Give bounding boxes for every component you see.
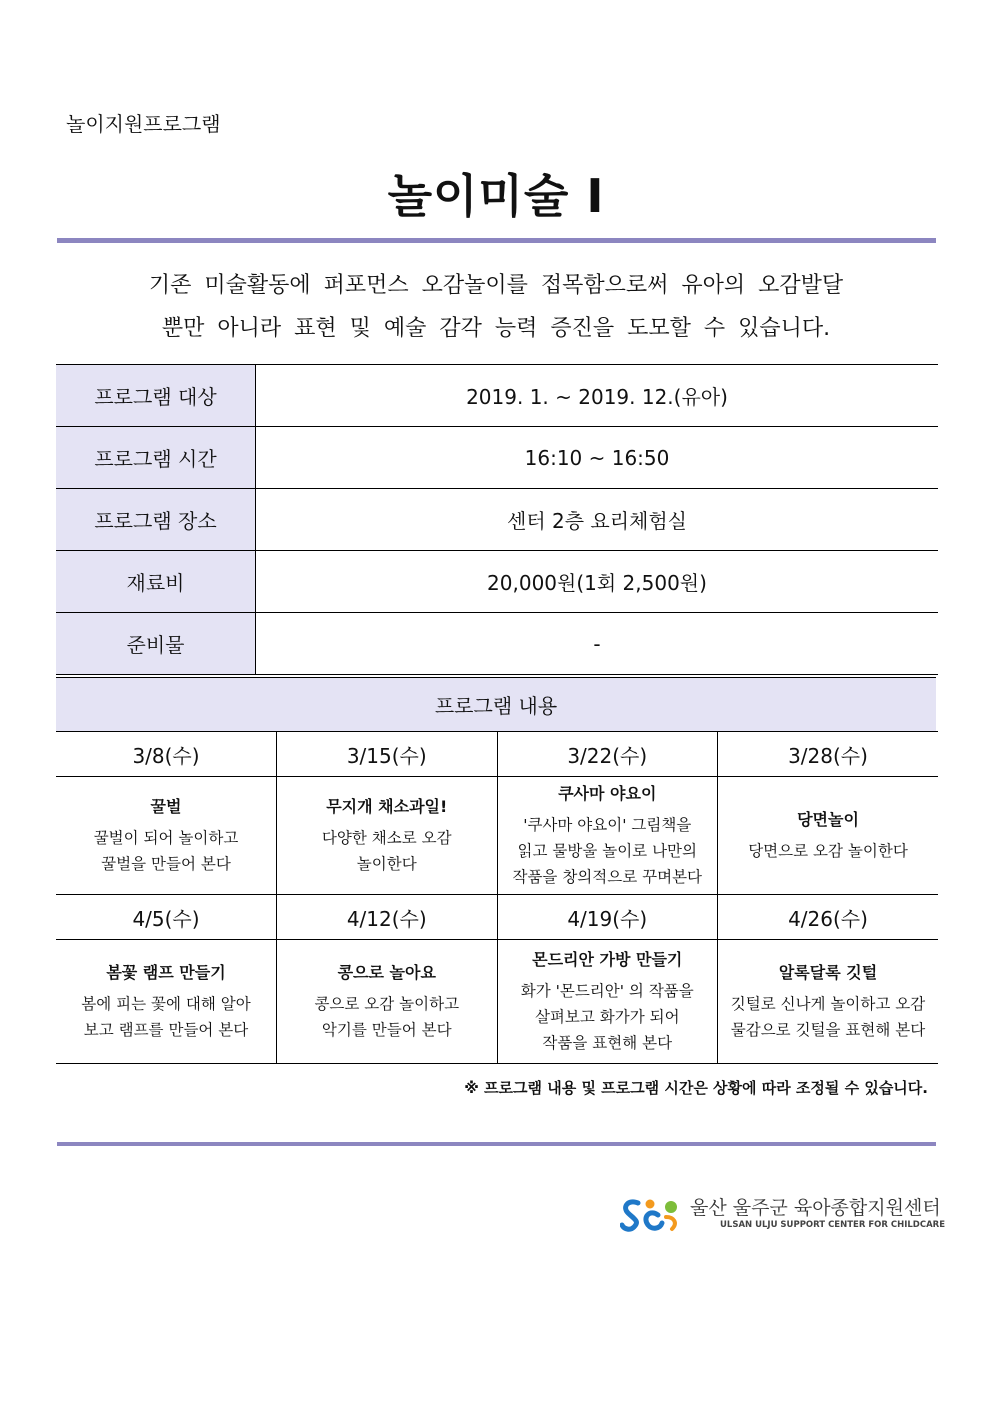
info-label: 프로그램 대상 xyxy=(56,365,256,427)
schedule-date-row xyxy=(56,732,938,777)
session-desc-line: 꿀벌을 만들어 본다 xyxy=(101,855,231,873)
intro-line-2: 뿐만 아니라 표현 및 예술 감각 능력 증진을 도모할 수 있습니다. xyxy=(161,316,831,341)
session-date: 3/28(수) xyxy=(718,732,939,777)
session-desc-line: 깃털로 신나게 놀이하고 오감 xyxy=(730,995,926,1013)
schedule-activity-row xyxy=(56,777,938,895)
session-desc-line: 물감으로 깃털을 표현해 본다 xyxy=(730,1021,926,1039)
info-value: 센터 2층 요리체험실 xyxy=(256,489,939,551)
session-desc-line: 당면으로 오감 놀이한다 xyxy=(748,842,908,860)
session-desc-line: 작품을 창의적으로 꾸며본다 xyxy=(512,868,703,886)
session-date: 4/26(수) xyxy=(718,895,939,940)
intro-line-1: 기존 미술활동에 퍼포먼스 오감놀이를 접목함으로써 유아의 오감발달 xyxy=(148,273,844,298)
bottom-divider xyxy=(57,1142,936,1146)
session-title: 봄꽃 램프 만들기 xyxy=(106,963,226,982)
session-cell xyxy=(497,940,718,1064)
session-cell xyxy=(718,940,939,1064)
session-cell xyxy=(497,777,718,895)
program-category: 놀이지원프로그램 xyxy=(66,112,221,136)
session-cell xyxy=(56,777,277,895)
session-title: 꿀벌 xyxy=(150,797,182,816)
session-date: 4/5(수) xyxy=(56,895,277,940)
top-divider xyxy=(57,238,936,243)
session-date: 3/15(수) xyxy=(277,732,498,777)
session-desc-line: 화가 '몬드리안' 의 작품을 xyxy=(520,982,694,1000)
info-row-fee xyxy=(56,551,938,613)
info-row-target xyxy=(56,365,938,427)
session-cell xyxy=(56,940,277,1064)
schedule-activity-row xyxy=(56,940,938,1064)
session-desc-line: 다양한 채소로 오감 xyxy=(321,829,452,847)
program-info-table xyxy=(56,364,938,675)
schedule-date-row xyxy=(56,895,938,940)
session-desc-line: 꿀벌이 되어 놀이하고 xyxy=(93,829,239,847)
center-logo xyxy=(620,1193,946,1237)
session-title: 몬드리안 가방 만들기 xyxy=(532,950,683,969)
info-label: 프로그램 시간 xyxy=(56,427,256,489)
session-cell xyxy=(718,777,939,895)
info-value: - xyxy=(256,613,939,675)
session-desc-line: 읽고 물방울 놀이로 나만의 xyxy=(517,842,697,860)
session-title: 콩으로 놀아요 xyxy=(337,963,436,982)
session-date: 4/12(수) xyxy=(277,895,498,940)
program-content-heading: 프로그램 내용 xyxy=(56,677,936,731)
center-name-english: ULSAN ULJU SUPPORT CENTER FOR CHILDCARE xyxy=(720,1220,946,1230)
session-title: 쿠사마 야요이 xyxy=(558,784,657,803)
info-row-place xyxy=(56,489,938,551)
session-title: 알록달록 깃털 xyxy=(778,963,878,982)
session-desc-line: 콩으로 오감 놀이하고 xyxy=(314,995,460,1013)
center-logo-mark-icon xyxy=(620,1195,686,1235)
session-cell xyxy=(277,777,498,895)
info-label: 준비물 xyxy=(56,613,256,675)
schedule-table xyxy=(56,731,938,1064)
schedule-note: ※ 프로그램 내용 및 프로그램 시간은 상황에 따라 조정될 수 있습니다. xyxy=(464,1079,928,1097)
center-name-korean: 울산 울주군 육아종합지원센터 xyxy=(690,1197,941,1219)
session-title: 무지개 채소과일! xyxy=(326,797,448,816)
session-desc-line: 악기를 만들어 본다 xyxy=(321,1021,452,1039)
page-title: 놀이미술 Ⅰ xyxy=(387,169,605,223)
session-desc-line: 봄에 피는 꽃에 대해 알아 xyxy=(81,995,251,1013)
info-value: 16:10 ~ 16:50 xyxy=(256,427,939,489)
session-desc-line: 작품을 표현해 본다 xyxy=(542,1034,673,1052)
session-desc-line: 살펴보고 화가가 되어 xyxy=(534,1008,680,1026)
session-date: 3/22(수) xyxy=(497,732,718,777)
info-value: 20,000원(1회 2,500원) xyxy=(256,551,939,613)
session-cell xyxy=(277,940,498,1064)
session-desc-line: 보고 램프를 만들어 본다 xyxy=(83,1021,249,1039)
session-desc-line: '쿠사마 야요이' 그림책을 xyxy=(523,816,692,834)
session-date: 4/19(수) xyxy=(497,895,718,940)
session-title: 당면놀이 xyxy=(797,810,859,829)
info-label: 프로그램 장소 xyxy=(56,489,256,551)
session-desc-line: 놀이한다 xyxy=(356,855,417,873)
session-date: 3/8(수) xyxy=(56,732,277,777)
info-label: 재료비 xyxy=(56,551,256,613)
info-row-supplies xyxy=(56,613,938,675)
info-row-time xyxy=(56,427,938,489)
info-value: 2019. 1. ~ 2019. 12.(유아) xyxy=(256,365,939,427)
